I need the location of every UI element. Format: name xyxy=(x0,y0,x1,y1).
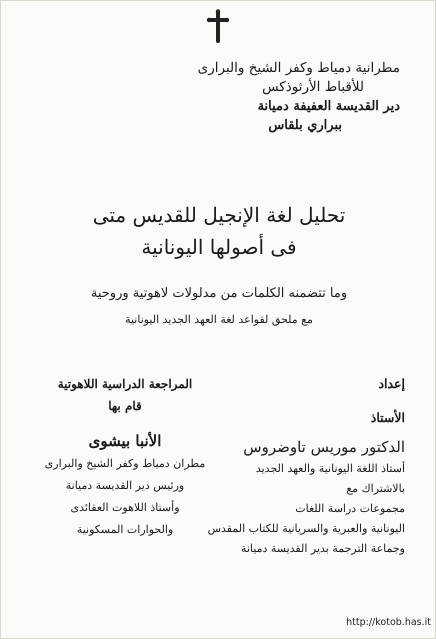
diocese-header xyxy=(160,59,400,135)
review-label: المراجعة الدراسية اللاهوتية xyxy=(57,377,193,391)
diocese-name: مطرانية دمياط وكفر الشيخ والبرارى xyxy=(197,60,400,76)
book-subtitle: وما تتضمنه الكلمات من مدلولات لاهوتية وروحية xyxy=(90,286,348,301)
coptic-cross-icon xyxy=(206,9,230,43)
reviewer-info-line: ورئيس دير القديسة دميانة xyxy=(65,479,185,492)
author-info-line: أستاذ اللغة اليونانية والعهد الجديد xyxy=(255,462,405,475)
appendix-note: مع ملحق لقواعد لغة العهد الجديد اليونانية xyxy=(125,313,313,326)
author-info-line: وجماعة الترجمة بدير القديسة دميانة xyxy=(240,542,405,555)
title-line-2: فى أصولها اليونانية xyxy=(141,235,297,259)
church-name: للأقباط الأرثوذكس xyxy=(262,79,364,95)
reviewer-info-line: مطران دمياط وكفر الشيخ والبرارى xyxy=(44,457,206,470)
author-info-line: مجموعات دراسة اللغات xyxy=(295,502,405,515)
reviewer-info-line: وأستاذ اللاهوت العقائدى xyxy=(70,501,180,514)
monastery-location: ببراري بلقاس xyxy=(268,118,342,133)
author-name: الدكتور موريس تاوضروس xyxy=(243,438,405,456)
source-url[interactable]: http://kotob.has.it xyxy=(346,617,431,628)
monastery-name: دير القديسة العفيفة دميانة xyxy=(257,99,400,114)
preparation-column xyxy=(205,375,405,559)
book-title xyxy=(41,199,397,263)
reviewer-name: الأنبا بيشوى xyxy=(88,432,162,450)
author-info-line: اليونانية والعبرية والسريانية للكتاب المقدس xyxy=(207,522,405,535)
author-info-line: بالاشتراك مع xyxy=(346,482,405,495)
title-line-1: تحليل لغة الإنجيل للقديس متى xyxy=(92,203,346,227)
review-by-label: قام بها xyxy=(108,399,142,413)
preparation-label: إعداد xyxy=(378,376,405,391)
professor-label: الأستاذ xyxy=(370,410,405,425)
reviewer-info-line: والحوارات المسكونية xyxy=(76,523,174,536)
review-column xyxy=(35,375,215,541)
